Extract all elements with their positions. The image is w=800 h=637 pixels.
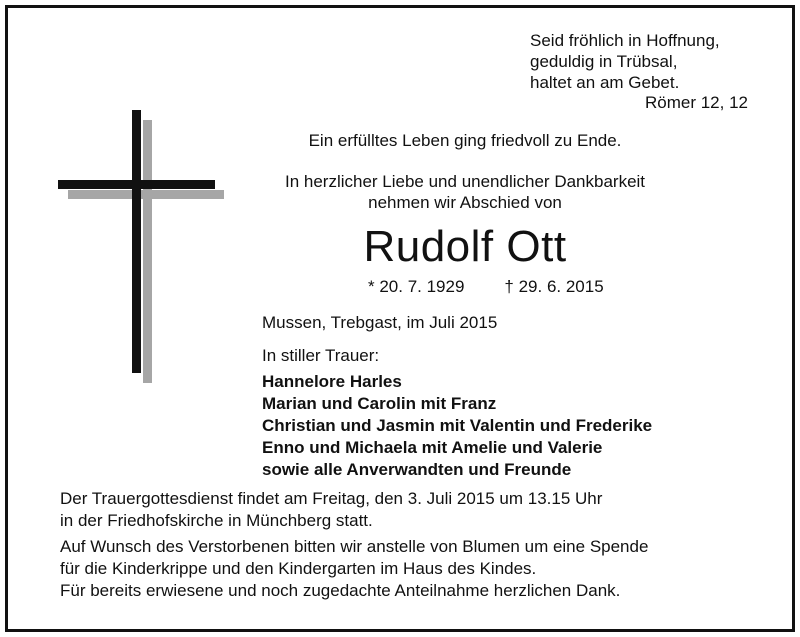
donation-line-2: für die Kinderkrippe und den Kindergarten im Haus des Kindes. <box>60 559 537 578</box>
mourners-list <box>262 371 652 481</box>
service-info <box>60 488 602 532</box>
thanks-line: Für bereits erwiesene und noch zugedachte Anteilnahme herzlichen Dank. <box>60 581 621 600</box>
service-line-2: in der Friedhofskirche in Münchberg statt. <box>60 511 373 530</box>
service-line-1: Der Trauergottesdienst findet am Freitag, den 3. Juli 2015 um 13.15 Uhr <box>60 489 603 508</box>
donation-info <box>60 536 648 580</box>
verse-line: geduldig in Trübsal, <box>530 52 678 71</box>
donation-line-1: Auf Wunsch des Verstorbenen bitten wir anstelle von Blumen um eine Spende <box>60 537 649 556</box>
life-dates <box>368 277 604 297</box>
deceased-name: Rudolf Ott <box>363 222 567 271</box>
mourner-item: Marian und Carolin mit Franz <box>262 394 497 413</box>
farewell-line-1: In herzlicher Liebe und unendlicher Dankbarkeit <box>284 172 646 191</box>
mourner-item: sowie alle Anverwandten und Freunde <box>262 460 572 479</box>
place-date: Mussen, Trebgast, im Juli 2015 <box>262 313 498 332</box>
intro-line: Ein erfülltes Leben ging friedvoll zu Ende. <box>308 131 622 150</box>
verse-reference: Römer 12, 12 <box>645 93 748 112</box>
mourner-item: Enno und Michaela mit Amelie und Valerie <box>262 438 603 457</box>
mourner-item: Hannelore Harles <box>262 372 402 391</box>
cross-horizontal <box>58 180 215 189</box>
cross-vertical <box>132 110 141 373</box>
verse-line: Seid fröhlich in Hoffnung, <box>530 31 720 50</box>
bible-verse <box>530 30 720 93</box>
birth-date: * 20. 7. 1929 <box>368 277 465 296</box>
mourning-label: In stiller Trauer: <box>262 346 380 365</box>
farewell-text <box>250 171 680 213</box>
cross-shadow-horizontal <box>68 190 224 199</box>
verse-line: haltet an am Gebet. <box>530 73 680 92</box>
mourner-item: Christian und Jasmin mit Valentin und Frederike <box>262 416 653 435</box>
death-date: † 29. 6. 2015 <box>504 277 604 296</box>
farewell-line-2: nehmen wir Abschied von <box>368 193 562 212</box>
cross-shadow-vertical <box>143 120 152 383</box>
